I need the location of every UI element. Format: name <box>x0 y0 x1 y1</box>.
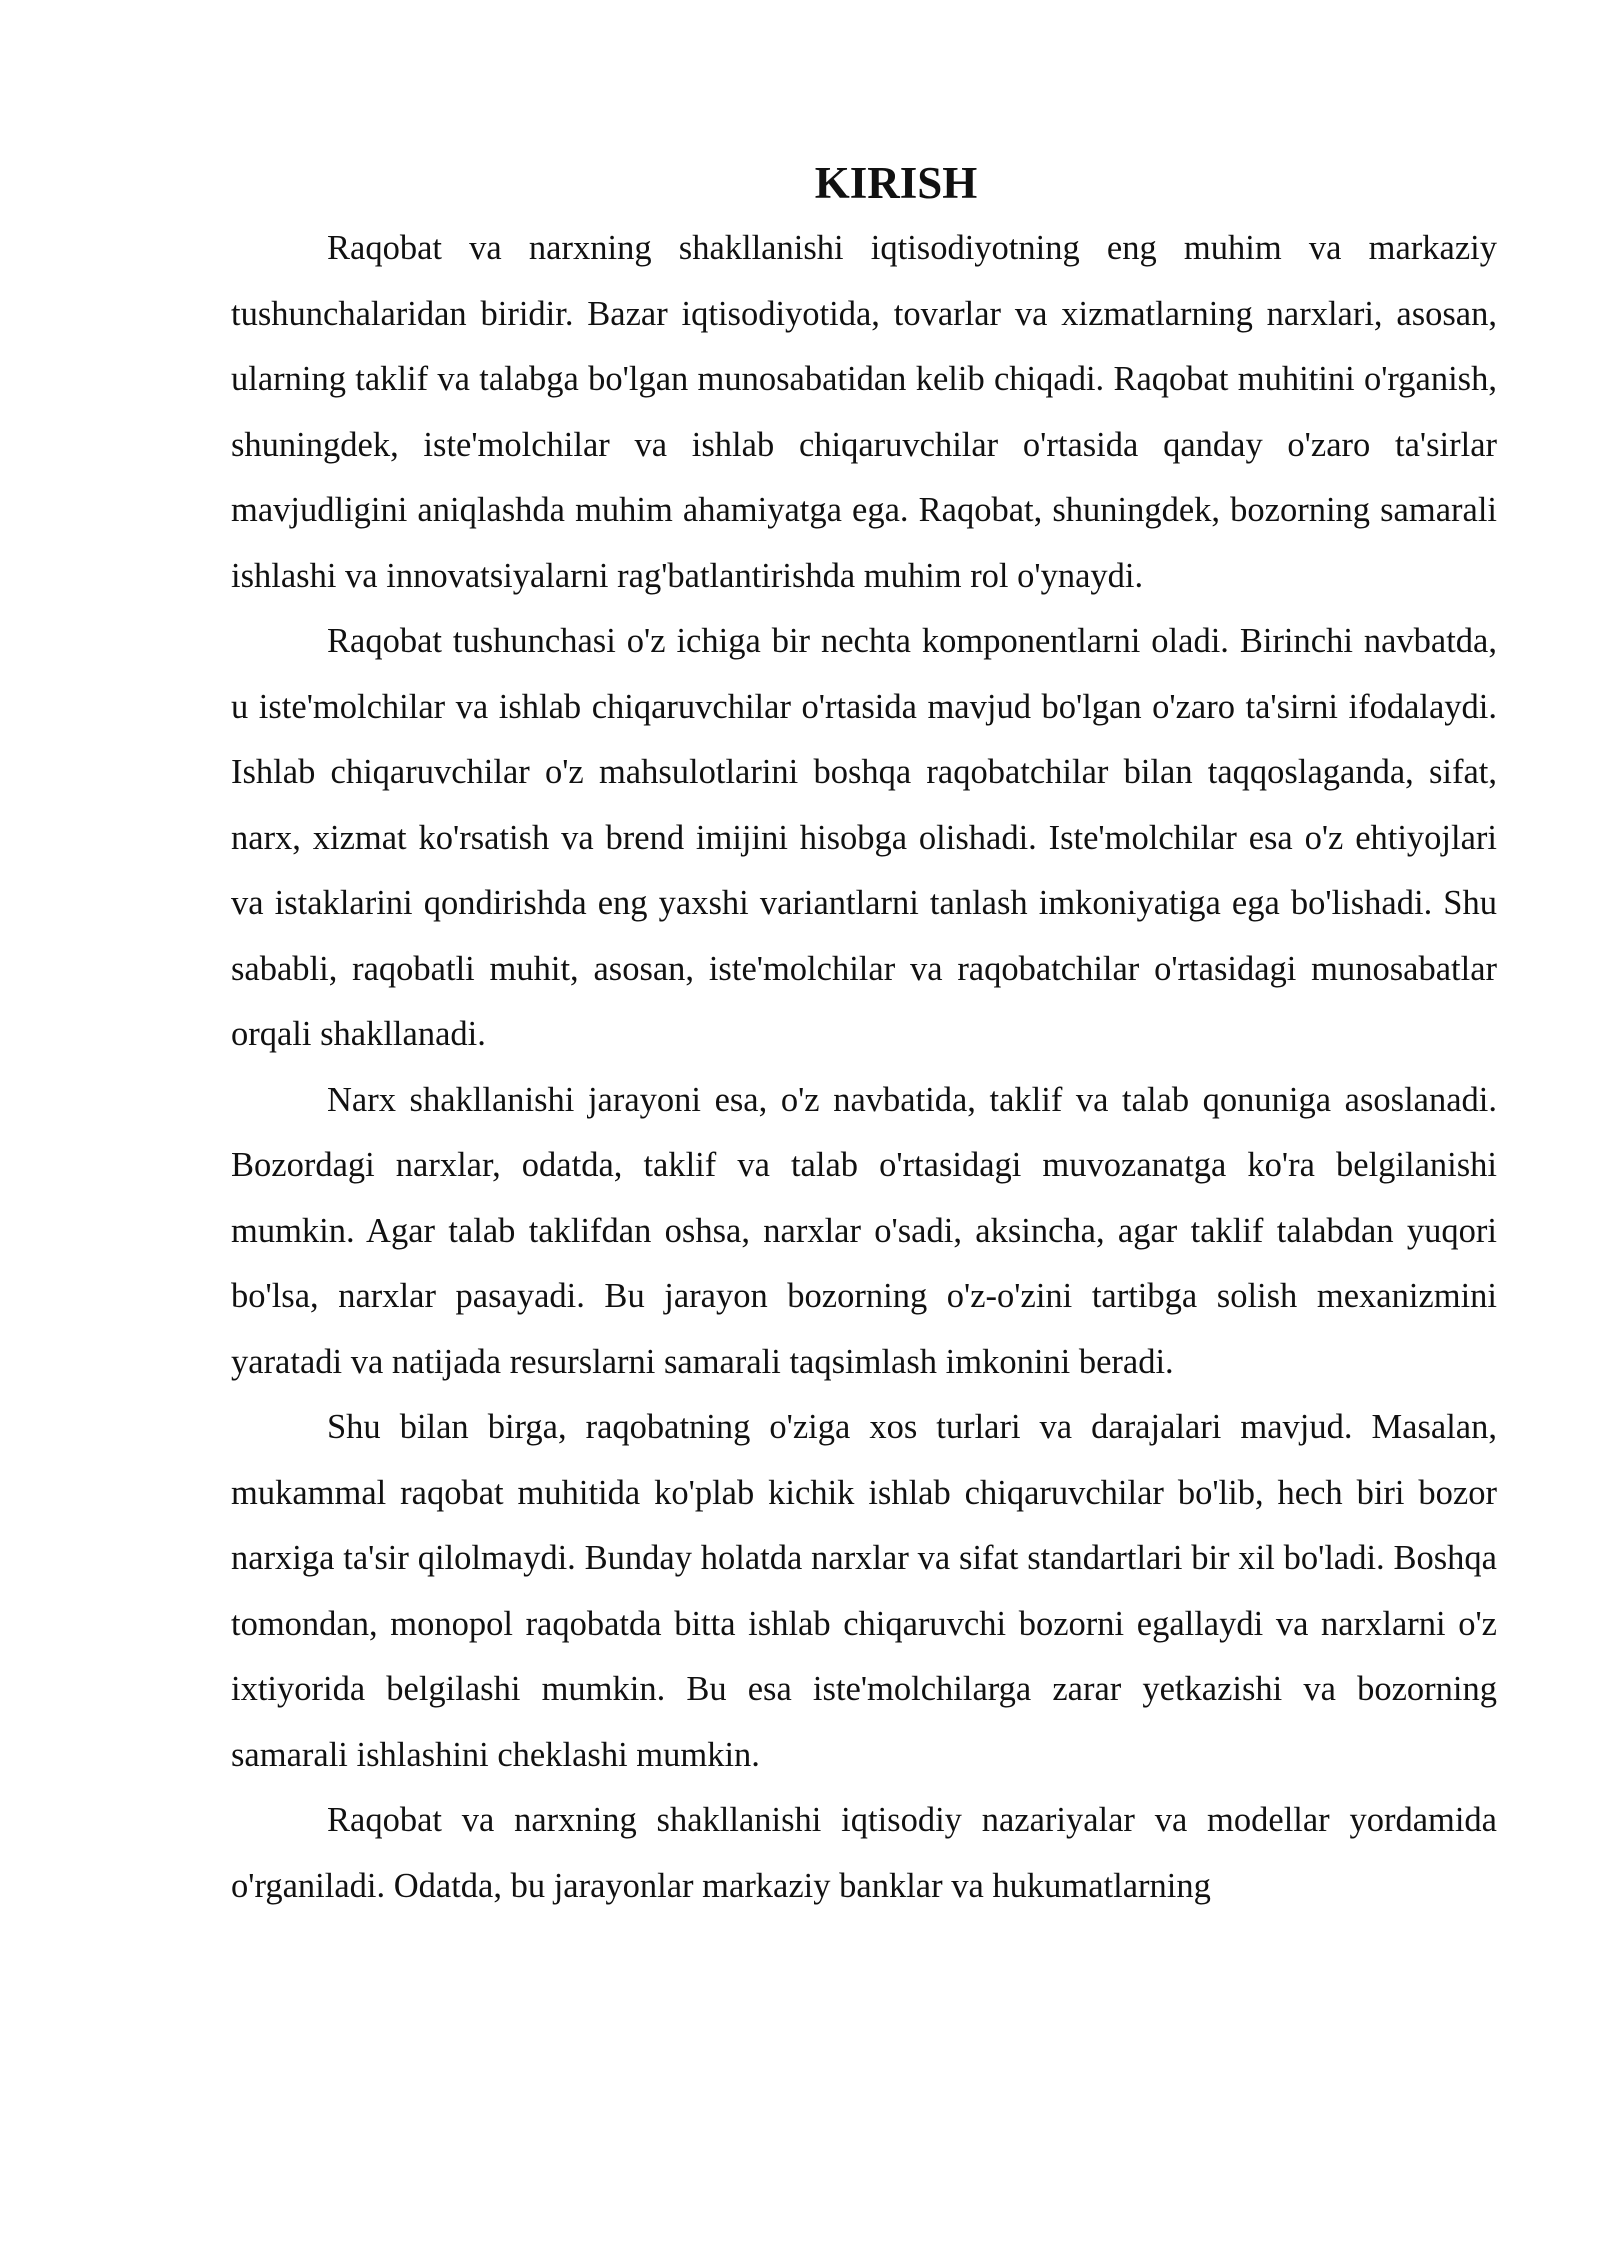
paragraph-3: Narx shakllanishi jarayoni esa, o'z navbatida, taklif va talab qonuniga asoslanadi. Bozordagi narxlar, odatda, taklif va talab o'rtasidagi muvozanatga ko'ra belgilanishi mumkin. Agar talab taklifdan oshsa, narxlar o'sadi, aksincha, agar taklif talabdan yuqori bo'lsa, narxlar pasayadi. Bu jarayon bozorning o'z-o'zini tartibga solish mexanizmini yaratadi va natijada resurslarni samarali taqsimlash imkonini beradi. <box>231 1080 1497 1381</box>
paragraph-1: Raqobat va narxning shakllanishi iqtisodiyotning eng muhim va markaziy tushunchalaridan biridir. Bazar iqtisodiyotida, tovarlar va xizmatlarning narxlari, asosan, ularning taklif va talabga bo'lgan munosabatidan kelib chiqadi. Raqobat muhitini o'rganish, shuningdek, iste'molchilar va ishlab chiqaruvchilar o'rtasida qanday o'zaro ta'sirlar mavjudligini aniqlashda muhim ahamiyatga ega. Raqobat, shuningdek, bozorning samarali ishlashi va innovatsiyalarni rag'batlantirishda muhim rol o'ynaydi. <box>231 229 1497 595</box>
document-title: KIRISH <box>814 158 978 208</box>
document-page <box>231 150 1497 1919</box>
paragraph-2: Raqobat tushunchasi o'z ichiga bir nechta komponentlarni oladi. Birinchi navbatda, u iste'molchilar va ishlab chiqaruvchilar o'rtasida mavjud bo'lgan o'zaro ta'sirni ifodalaydi. Ishlab chiqaruvchilar o'z mahsulotlarini boshqa raqobatchilar bilan taqqoslaganda, sifat, narx, xizmat ko'rsatish va brend imijini hisobga olishadi. Iste'molchilar esa o'z ehtiyojlari va istaklarini qondirishda eng yaxshi variantlarni tanlash imkoniyatiga ega bo'lishadi. Shu sababli, raqobatli muhit, asosan, iste'molchilar va raqobatchilar o'rtasidagi munosabatlar orqali shakllanadi. <box>231 622 1497 1053</box>
paragraph-5: Raqobat va narxning shakllanishi iqtisodiy nazariyalar va modellar yordamida o'rganiladi. Odatda, bu jarayonlar markaziy banklar va hukumatlarning <box>231 1801 1497 1905</box>
paragraph-4: Shu bilan birga, raqobatning o'ziga xos turlari va darajalari mavjud. Masalan, mukammal raqobat muhitida ko'plab kichik ishlab chiqaruvchilar bo'lib, hech biri bozor narxiga ta'sir qilolmaydi. Bunday holatda narxlar va sifat standartlari bir xil bo'ladi. Boshqa tomondan, monopol raqobatda bitta ishlab chiqaruvchi bozorni egallaydi va narxlarni o'z ixtiyorida belgilashi mumkin. Bu esa iste'molchilarga zarar yetkazishi va bozorning samarali ishlashini cheklashi mumkin. <box>231 1408 1497 1774</box>
